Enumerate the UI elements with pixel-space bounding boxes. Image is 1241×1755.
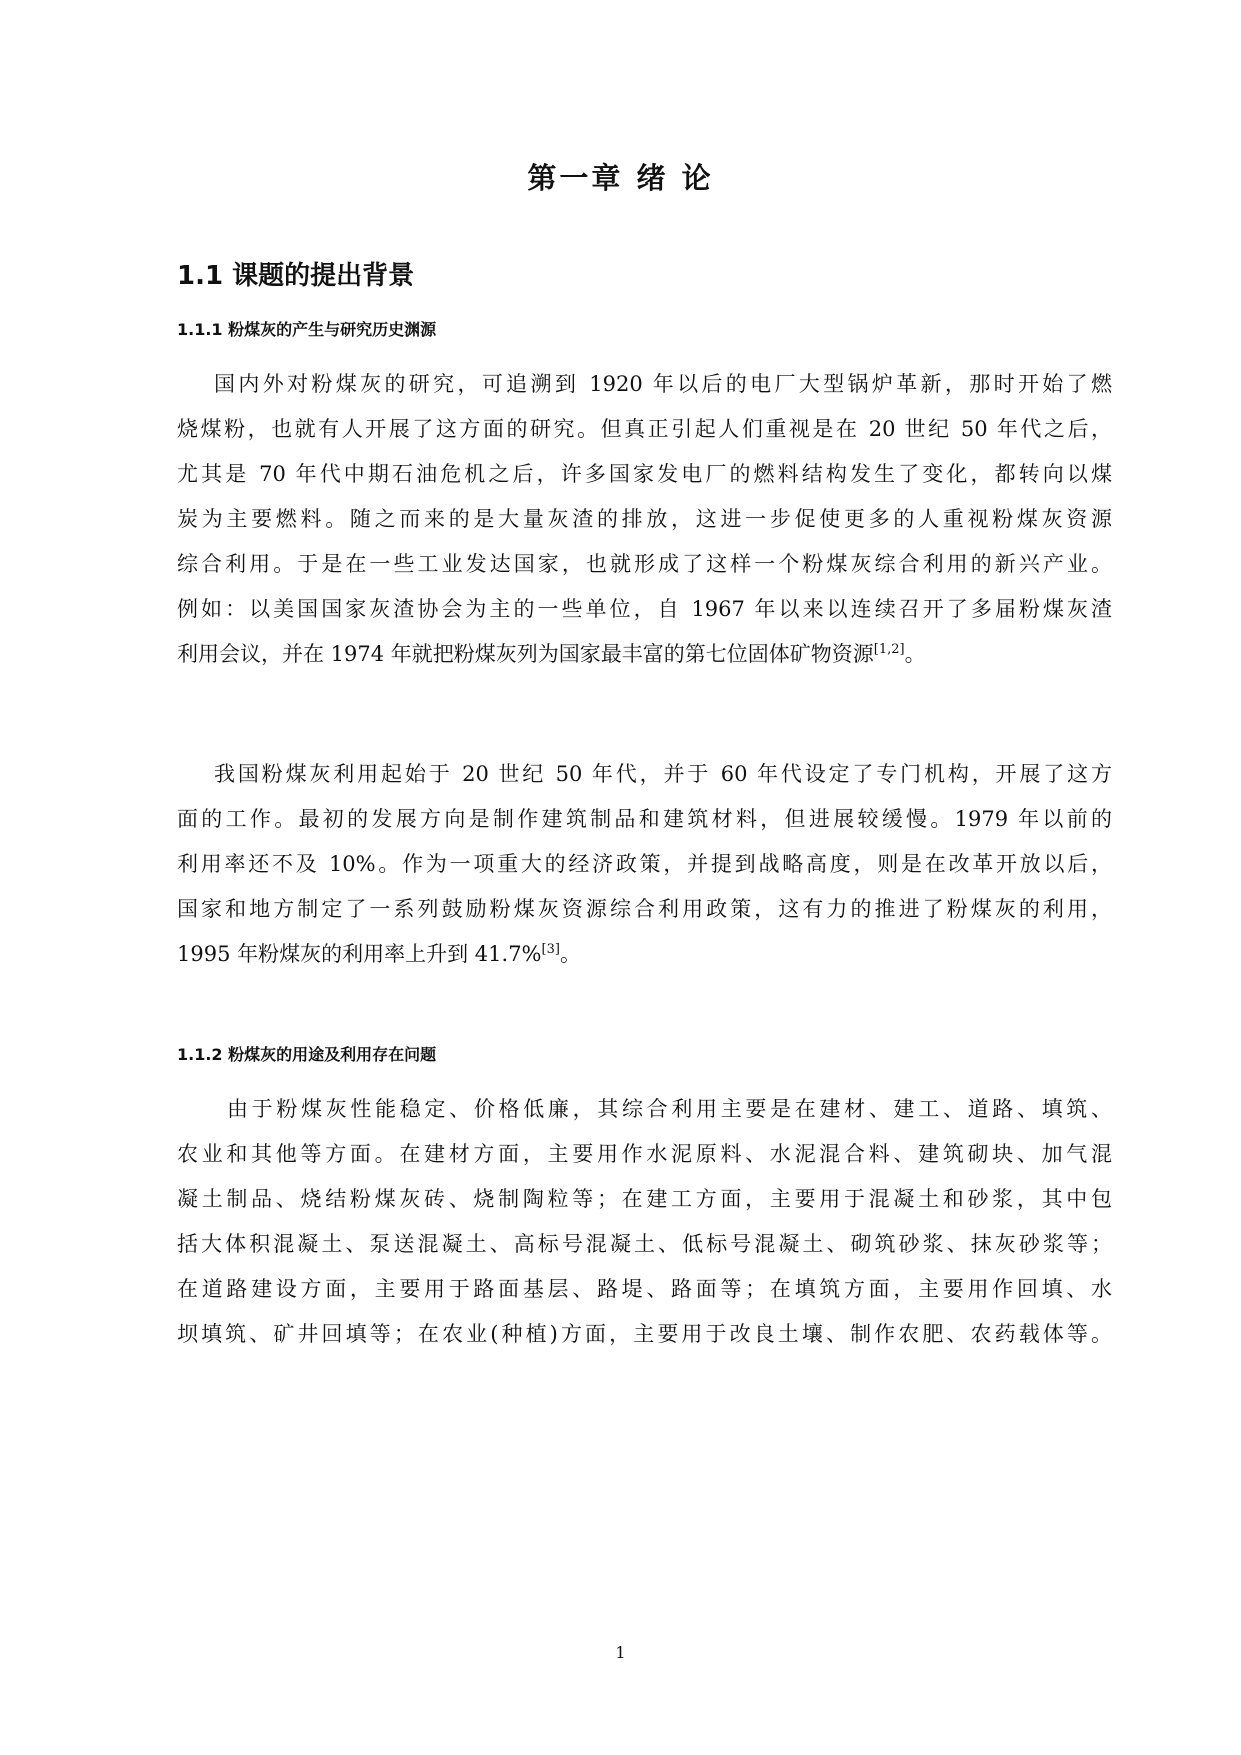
text-line: 面的工作。最初的发展方向是制作建筑制品和建筑材料，但进展较缓慢。1979 年以前的 [177,807,1112,831]
chapter-title: 第一章 绪 论 [527,161,714,195]
text-line: 坝填筑、矿井回填等；在农业(种植)方面，主要用于改良土壤、制作农肥、农药载体等。 [177,1322,1112,1346]
text-line: 炭为主要燃料。随之而来的是大量灰渣的排放，这进一步促使更多的人重视粉煤灰资源 [177,507,1112,531]
subsection-2-paragraph-1 [177,1087,1112,1357]
subsection-1-paragraph-2 [177,752,1112,977]
text-line: 凝土制品、烧结粉煤灰砖、烧制陶粒等；在建工方面，主要用于混凝土和砂浆，其中包 [177,1187,1112,1211]
text-line: 国家和地方制定了一系列鼓励粉煤灰资源综合利用政策，这有力的推进了粉煤灰的利用， [177,897,1112,921]
text-line [177,932,1112,977]
page-number: 1 [615,1643,626,1662]
text-line [177,632,1112,677]
text-line: 烧煤粉，也就有人开展了这方面的研究。但真正引起人们重视是在 20 世纪 50 年代之后， [177,417,1112,441]
text-line: 尤其是 70 年代中期石油危机之后，许多国家发电厂的燃料结构发生了变化，都转向以煤 [177,462,1112,486]
text-line: 国内外对粉煤灰的研究，可追溯到 1920 年以后的电厂大型锅炉革新，那时开始了燃 [214,372,1112,396]
text-line: 由于粉煤灰性能稳定、价格低廉，其综合利用主要是在建材、建工、道路、填筑、 [227,1097,1112,1121]
text-line: 农业和其他等方面。在建材方面，主要用作水泥原料、水泥混合料、建筑砌块、加气混 [177,1142,1112,1166]
text-fragment: 。 [904,642,926,666]
text-fragment: 利用会议，并在 1974 年就把粉煤灰列为国家最丰富的第七位固体矿物资源 [177,642,874,666]
text-line: 利用率还不及 10%。作为一项重大的经济政策，并提到战略高度，则是在改革开放以后， [177,852,1112,876]
text-line: 综合利用。于是在一些工业发达国家，也就形成了这样一个粉煤灰综合利用的新兴产业。 [177,552,1112,576]
citation-reference: [3] [541,942,560,957]
text-line: 括大体积混凝土、泵送混凝土、高标号混凝土、低标号混凝土、砌筑砂浆、抹灰砂浆等； [177,1232,1112,1256]
text-fragment: 。 [559,942,581,966]
text-line: 我国粉煤灰利用起始于 20 世纪 50 年代，并于 60 年代设定了专门机构，开展了这方 [214,762,1112,786]
section-title: 1.1 课题的提出背景 [177,261,415,291]
subsection-title-2: 1.1.2 粉煤灰的用途及利用存在问题 [177,1045,437,1064]
subsection-title-1: 1.1.1 粉煤灰的产生与研究历史渊源 [177,320,437,339]
text-fragment: 1995 年粉煤灰的利用率上升到 41.7% [177,942,542,966]
subsection-1-paragraph-1 [177,362,1112,677]
text-line: 例如：以美国国家灰渣协会为主的一些单位，自 1967 年以来以连续召开了多届粉煤灰渣 [177,597,1112,621]
text-line: 在道路建设方面，主要用于路面基层、路堤、路面等；在填筑方面，主要用作回填、水 [177,1277,1112,1301]
citation-reference: [1,2] [873,642,905,657]
